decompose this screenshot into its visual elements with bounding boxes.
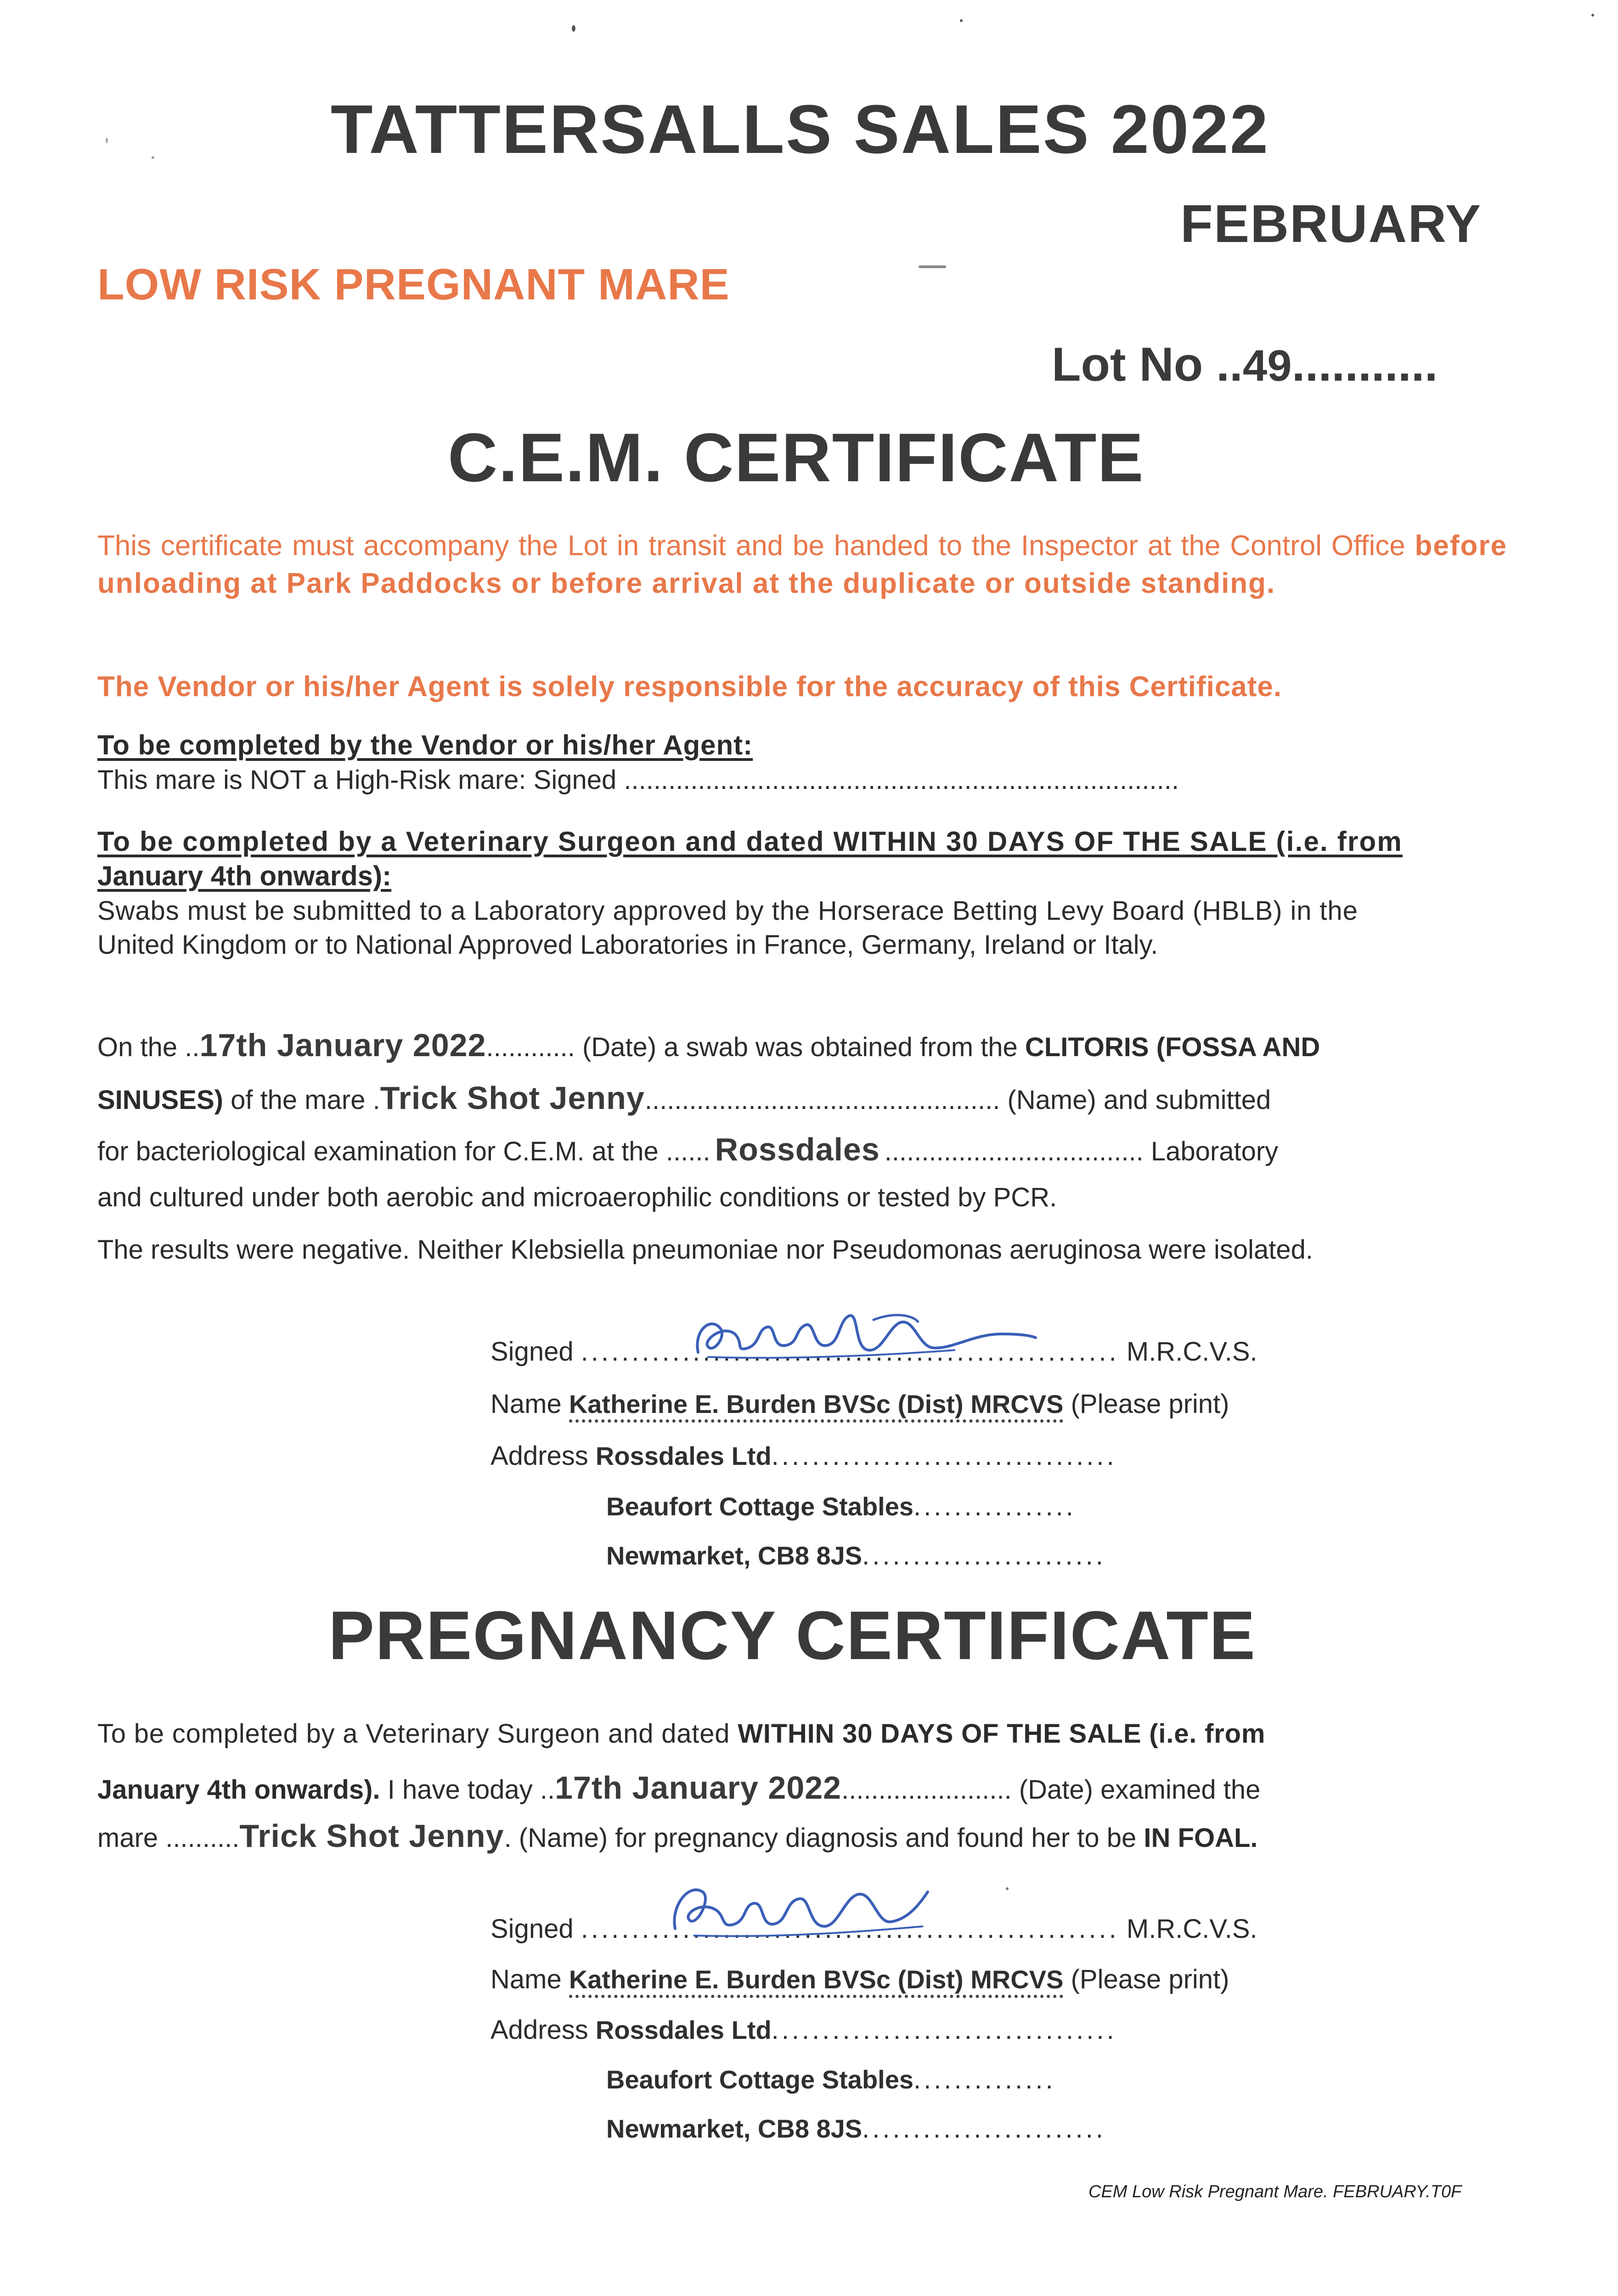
preg-address-dots-2: ..............: [913, 2065, 1056, 2094]
cem-signed-dots: .....................................................: [581, 1337, 1119, 1367]
pregnancy-line-3-a: mare ..........: [97, 1823, 240, 1853]
in-foal-result: IN FOAL.: [1144, 1823, 1258, 1853]
pregnancy-line-2-c: ....................... (Date) examined the: [841, 1775, 1261, 1805]
lot-value: 49: [1242, 341, 1292, 390]
lot-prefix: Lot No ..: [1052, 338, 1243, 391]
preg-address-line-1: Rossdales Ltd: [595, 2015, 772, 2044]
cem-address-row-3: [606, 1539, 1106, 1573]
cultured-line: and cultured under both aerobic and microaerophilic conditions or tested by PCR.: [97, 1182, 1057, 1212]
vendor-signature-line: This mare is NOT a High-Risk mare: Signed ...........................................................................: [97, 765, 1179, 795]
for-bact-label: for bacteriological examination for C.E.M. at the ......: [97, 1137, 710, 1166]
preg-address-row-3: [606, 2112, 1106, 2146]
preg-address-dots-1: ..................................: [771, 2015, 1117, 2045]
preg-address-label: Address: [490, 2015, 588, 2045]
date-after-text: ............ (Date) a swab was obtained from the: [486, 1032, 1018, 1062]
pregnancy-line-2-b: I have today ..: [387, 1775, 555, 1805]
cem-signature-image: [680, 1302, 1038, 1375]
preg-name-row: [490, 1963, 1229, 1997]
scan-speck: [152, 156, 154, 159]
scan-speck: [919, 265, 946, 268]
preg-address-line-2: Beaufort Cottage Stables: [606, 2065, 913, 2094]
lot-suffix: ...........: [1291, 338, 1438, 391]
name-after-text: ................................................ (Name) and submitted: [644, 1085, 1271, 1115]
sale-month: FEBRUARY: [1180, 194, 1482, 253]
cem-vet-name: Katherine E. Burden BVSc (Dist) MRCVS: [569, 1390, 1064, 1423]
cem-address-label: Address: [490, 1441, 588, 1471]
swab-instructions-1: Swabs must be submitted to a Laboratory approved by the Horserace Betting Levy Board (HBLB) in the: [97, 896, 1358, 926]
scan-speck: [1591, 14, 1594, 17]
cem-notice-bold: before unloading at Park Paddocks or before arrival at the duplicate or outside standing.: [97, 530, 1507, 599]
cem-mrcvs-label: M.R.C.V.S.: [1126, 1337, 1257, 1367]
scan-speck: [1006, 1887, 1009, 1890]
cem-please-print: (Please print): [1071, 1389, 1229, 1419]
cem-address-line-1: Rossdales Ltd: [595, 1441, 772, 1470]
cem-address-line-2: Beaufort Cottage Stables: [606, 1492, 913, 1521]
cem-notice-light: This certificate must accompany the Lot in transit and be handed to the Inspector at the Control Office: [97, 530, 1405, 562]
file-reference: CEM Low Risk Pregnant Mare. FEBRUARY.T0F: [1088, 2182, 1462, 2201]
cem-address-row: [490, 1440, 1117, 1473]
cem-signed-label: Signed: [490, 1337, 574, 1367]
pregnancy-line-1-a: To be completed by a Veterinary Surgeon and dated: [97, 1719, 730, 1749]
mare-name-line: [97, 1078, 1271, 1119]
swab-date-value: 17th January 2022: [199, 1027, 486, 1063]
pregnancy-line-2: [97, 1768, 1260, 1808]
pregnancy-line-3: [97, 1816, 1258, 1857]
pregnancy-line-2-a: January 4th onwards).: [97, 1775, 380, 1805]
cem-name-label: Name: [490, 1389, 562, 1419]
pregnancy-mare-name: Trick Shot Jenny: [239, 1818, 504, 1854]
vendor-section-heading: To be completed by the Vendor or his/her Agent:: [97, 730, 753, 760]
cem-address-dots-3: ........................: [862, 1541, 1106, 1570]
preg-please-print: (Please print): [1071, 1964, 1229, 1994]
swab-date-line: [97, 1025, 1320, 1066]
mare-category: LOW RISK PREGNANT MARE: [97, 260, 730, 309]
vet-section-heading-1: To be completed by a Veterinary Surgeon and dated WITHIN 30 DAYS OF THE SALE (i.e. from: [97, 826, 1403, 857]
cem-address-dots-1: ..................................: [771, 1441, 1117, 1471]
on-the-label: On the ..: [97, 1032, 200, 1062]
pregnancy-signature-image: [652, 1874, 937, 1952]
pregnancy-date-value: 17th January 2022: [555, 1770, 842, 1806]
cem-address-row-2: [606, 1490, 1076, 1524]
lot-number: [1052, 338, 1438, 392]
pregnancy-heading: PREGNANCY CERTIFICATE: [328, 1597, 1256, 1674]
lab-after-text: ................................... Laboratory: [884, 1137, 1279, 1166]
cem-name-row: [490, 1388, 1229, 1421]
preg-address-row: [490, 2014, 1117, 2047]
cem-mare-name: Trick Shot Jenny: [380, 1080, 645, 1116]
scan-speck: [960, 19, 963, 22]
of-the-mare-label: of the mare .: [231, 1085, 380, 1115]
document-title: TATTERSALLS SALES 2022: [331, 90, 1270, 168]
cem-address-line-3: Newmarket, CB8 8JS: [606, 1541, 863, 1570]
sinuses-label: SINUSES): [97, 1085, 223, 1115]
scan-speck: [572, 25, 575, 32]
cem-heading: C.E.M. CERTIFICATE: [448, 419, 1144, 496]
pregnancy-line-1: [97, 1717, 1265, 1751]
preg-signed-dots: .....................................................: [581, 1914, 1119, 1944]
preg-mrcvs-label: M.R.C.V.S.: [1126, 1914, 1257, 1944]
vendor-responsibility: The Vendor or his/her Agent is solely responsible for the accuracy of this Certificate.: [97, 671, 1282, 703]
scan-speck: [106, 138, 108, 143]
pregnancy-line-3-b: . (Name) for pregnancy diagnosis and found her to be: [504, 1823, 1137, 1853]
vet-section-heading-2: January 4th onwards):: [97, 861, 392, 891]
preg-vet-name: Katherine E. Burden BVSc (Dist) MRCVS: [569, 1965, 1064, 1998]
laboratory-value: Rossdales: [715, 1131, 880, 1167]
cem-notice: [97, 527, 1507, 602]
laboratory-line: [97, 1130, 1278, 1170]
preg-address-dots-3: ........................: [862, 2114, 1106, 2144]
preg-address-line-3: Newmarket, CB8 8JS: [606, 2114, 863, 2143]
preg-signed-label: Signed: [490, 1914, 574, 1944]
swab-instructions-2: United Kingdom or to National Approved Laboratories in France, Germany, Ireland or Italy.: [97, 930, 1158, 960]
cem-address-dots-2: ................: [913, 1491, 1076, 1521]
pregnancy-line-1-b: WITHIN 30 DAYS OF THE SALE (i.e. from: [738, 1719, 1266, 1749]
results-line: The results were negative. Neither Klebsiella pneumoniae nor Pseudomonas aeruginosa were isolated.: [97, 1235, 1313, 1265]
clitoris-label: CLITORIS (FOSSA AND: [1025, 1032, 1320, 1062]
preg-address-row-2: [606, 2063, 1056, 2097]
preg-name-label: Name: [490, 1964, 562, 1994]
